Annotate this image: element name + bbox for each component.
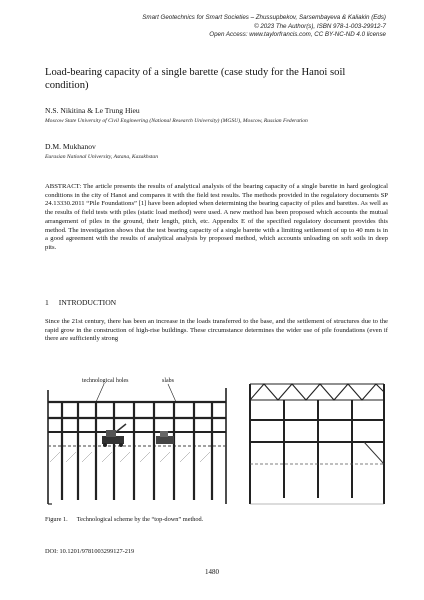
- roof-truss: [250, 384, 384, 400]
- section-heading: [45, 298, 116, 307]
- author-affiliation-1: Moscow State University of Civil Engineering (National Research University) (MGSU), Moscow, Russian Federation: [45, 118, 308, 124]
- label-slabs: slabs: [162, 378, 174, 384]
- bracing-strut: [364, 442, 384, 464]
- paper-title: Load-bearing capacity of a single barette (case study for the Hanoi soil condition): [45, 67, 346, 92]
- header-line-book: Smart Geotechnics for Smart Societies – Zhussupbekov, Sarsembayeva & Kaliakin (Eds): [142, 14, 386, 21]
- figure-frame-scheme: [244, 372, 390, 512]
- label-technological-holes: technological holes: [82, 378, 129, 384]
- figure-caption: [45, 516, 203, 523]
- author-affiliation-2: Eurasian National University, Astana, Kazakhstan: [45, 154, 159, 160]
- figure-caption-number: Figure 1.: [45, 516, 68, 523]
- section-title: INTRODUCTION: [58, 298, 117, 307]
- author-names-2: D.M. Mukhanov: [45, 142, 96, 151]
- figure-construction-scheme: [44, 372, 232, 512]
- running-header: [142, 14, 386, 40]
- header-line-isbn: © 2023 The Author(s), ISBN 978-1-003-29912-7: [254, 22, 386, 30]
- frame-columns: [250, 384, 384, 504]
- plunge-columns: [62, 402, 212, 500]
- section-number: 1: [45, 298, 49, 307]
- page-number: 1480: [205, 568, 219, 576]
- intro-paragraph: Since the 21st century, there has been an increase in the loads transferred to the base, and the settlement of structures due to the rapid grow in the construction of high-rise buildings. These circumstance determines the wider use of pile foundations (even if there are sufficiently strong: [45, 318, 388, 343]
- figure-caption-text: Technological scheme by the “top-down” method.: [76, 516, 204, 523]
- header-line-license: Open Access: www.taylorfrancis.com, CC BY-NC-ND 4.0 license: [209, 31, 386, 39]
- author-names-1: N.S. Nikitina & Le Trung Hieu: [45, 106, 140, 115]
- soil-hatching: [50, 452, 210, 462]
- doi: DOI: 10.1201/9781003299127-219: [45, 548, 135, 555]
- abstract: ABSTRACT: The article presents the results of analytical analysis of the bearing capacity of a single barette in hard geological conditions in the city of Hanoi and compares it with the field test results. The methods provided in the regulatory documents SP 24.13330.2011 “Pile Foundations” [1] have been adopted when determining the bearing capacity of piles and barettes. As well as the results of field tests with piles (static load method) were used. A new method has been proposed which accounts the mutual arrangement of piles in the ground, their length, pitch, etc. Appendix E of the specified regulatory document provides this method. The investigation shows that the test bearing capacity of a single barette with a limiting settlement of up to 40 mm is in a good agreement with the results of analytical analysis by proposed method, which accounts unloading on soft soils in deep pits.: [45, 183, 388, 251]
